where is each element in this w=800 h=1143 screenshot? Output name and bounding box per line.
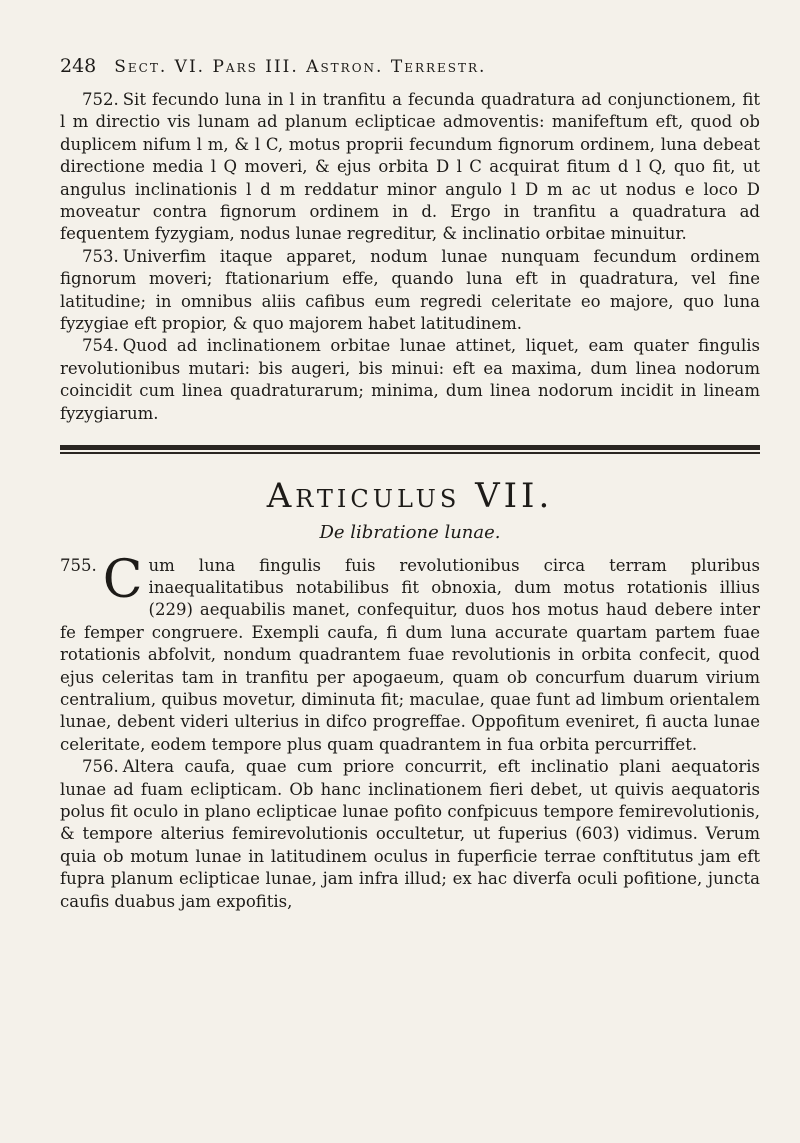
- section-subtitle: De libratione lunae.: [319, 521, 501, 543]
- section-heading: Articulus VII.: [266, 475, 554, 516]
- paragraph-text: Univerfim itaque apparet, nodum lunae nunquam fecundum ordinem fignorum moveri; ftationarium effe, quando luna eft in quadratura, vel fine latitudine; in omnibus aliis cafibus eum regredi celeritate eo majore, quo luna fyzygiae eft propior, & quo majorem habet latitudinem.: [60, 246, 760, 334]
- paragraph-number: 753.: [82, 246, 119, 266]
- paragraph-number: 756.: [82, 757, 119, 777]
- divider-heavy: [60, 445, 760, 450]
- paragraph-754: [60, 335, 760, 425]
- paragraph-text: um luna fingulis fuis revolutionibus circa terram pluribus inaequalitatibus notabilibus fit obnoxia, dum motus rotationis illius (229) aequabilis manet, confequitur, duos hos motus haud debere inter fe femper congruere. Exempli caufa, fi dum luna accurate quartam partem fuae rotationis abfolvit, nondum quadrantem fuae revolutionis in orbita confecit, quod ejus celeritas tam in tranfitu per apogaeum, quam ob concurfum duarum virium centralium, quibus movetur, diminuta fit; maculae, quae funt ad limbum orientalem lunae, debent videri ulterius in difco progreffae. Oppofitum eveniret, fi aucta lunae celeritate, eodem tempore plus quam quadrantem in fua orbita percurriffet.: [60, 555, 760, 754]
- paragraph-text: Quod ad inclinationem orbitae lunae attinet, liquet, eam quater fingulis revolutionibus mutari: bis augeri, bis minui: eft ea maxima, dum linea nodorum coincidit cum linea quadraturarum; minima, dum linea nodorum incidit in lineam fyzygiarum.: [60, 336, 760, 423]
- paragraph-753: [60, 246, 760, 336]
- paragraph-756: [60, 756, 760, 913]
- drop-cap: C: [102, 549, 143, 610]
- paragraph-number: 755.: [60, 555, 97, 575]
- paragraph-755: [60, 549, 760, 757]
- paragraph-text: Altera caufa, quae cum priore concurrit, eft inclinatio plani aequatoris lunae ad fuam eclipticam. Ob hanc inclinationem fieri debet, ut quivis aequatoris polus fit oculo in plano eclipticae lunae pofito confpicuus tempore femirevolutionis, & tempore alterius femirevolutionis occultetur, ut fuperius (603) vidimus. Verum quia ob motum lunae in latitudinem oculus in fuperficie terrae conftitutus jam eft fupra planum eclipticae lunae, jam infra illud; ex hac diverfa oculi pofitione, juncta caufis duabus jam expofitis,: [60, 757, 760, 911]
- paragraph-text: Sit fecundo luna in l in tranfitu a fecunda quadratura ad conjunctionem, fit l m directio vis lunam ad planum eclipticae admoventis: manifeftum eft, quod ob duplicem nifum l m, & l C, motus proprii fecundum fignorum ordinem, luna debeat directione media l Q moveri, & ejus orbita D l C acquirat fitum d l Q, quo fit, ut angulus inclinationis l d m reddatur minor angulo l D m ac ut nodus e loco D moveatur contra fignorum ordinem in d. Ergo in tranfitu a quadratura ad fequentem fyzygiam, nodus lunae regreditur, & inclinatio orbitae minuitur.: [60, 90, 760, 244]
- divider-light: [60, 452, 760, 454]
- paragraph-752: [60, 89, 760, 246]
- paragraph-number: 752.: [82, 90, 119, 109]
- running-title: Sect. VI. Pars III. Astron. Terrestr.: [114, 57, 487, 77]
- running-head: [60, 55, 760, 77]
- paragraph-number: 754.: [82, 336, 119, 356]
- page: [60, 55, 760, 913]
- page-number: 248: [60, 55, 97, 77]
